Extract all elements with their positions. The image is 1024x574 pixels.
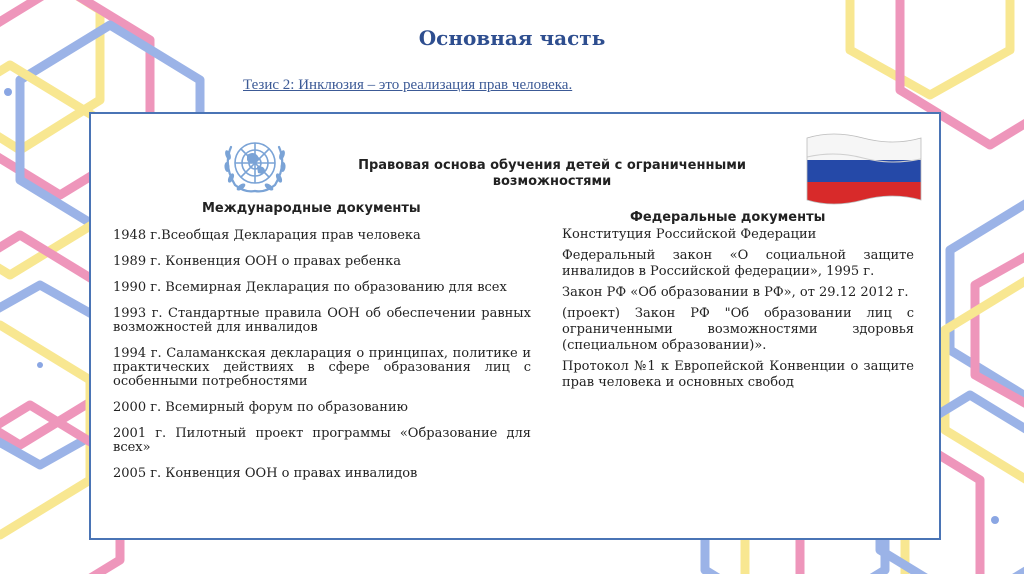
list-item: Федеральный закон «О социальной защите инвалидов в Российской федерации», 1995 г. bbox=[562, 248, 914, 279]
list-item: 2000 г. Всемирный форум по образованию bbox=[113, 400, 408, 415]
list-item: (проект) Закон РФ "Об образовании лиц с ограниченными возможностями здоровья (специальном образовании)». bbox=[562, 306, 914, 353]
list-item: 1989 г. Конвенция ООН о правах ребенка bbox=[113, 254, 401, 269]
list-item: 2001 г. Пилотный проект программы «Образование для всех» bbox=[113, 426, 531, 455]
federal-docs-title: Федеральные документы bbox=[630, 210, 826, 225]
thesis-text: Тезис 2: Инклюзия – это реализация прав человека. bbox=[243, 77, 573, 93]
international-docs-title: Международные документы bbox=[202, 201, 421, 216]
un-emblem-icon bbox=[217, 133, 293, 197]
list-item: Закон РФ «Об образовании в РФ», от 29.12 2012 г. bbox=[562, 285, 909, 300]
section-heading: Правовая основа обучения детей с ограниченными возможностями bbox=[358, 158, 746, 189]
list-item: Протокол №1 к Европейской Конвенции о защите прав человека и основных свобод bbox=[562, 359, 914, 390]
list-item: 1993 г. Стандартные правила ООН об обеспечении равных возможностей для инвалидов bbox=[113, 306, 531, 335]
international-docs-list bbox=[113, 229, 531, 493]
list-item: 1994 г. Саламанкская декларация о принципах, политике и практических действиях в сфере образования лиц с особенными потребностями bbox=[113, 346, 531, 389]
hexagon-decoration bbox=[0, 0, 100, 150]
list-item: 1948 г.Всеобщая Декларация прав человека bbox=[113, 228, 421, 243]
russian-flag-icon bbox=[803, 128, 925, 210]
list-item: 2005 г. Конвенция ООН о правах инвалидов bbox=[113, 466, 418, 481]
slide-title: Основная часть bbox=[418, 26, 606, 50]
federal-docs-list bbox=[562, 227, 914, 396]
list-item: 1990 г. Всемирная Декларация по образованию для всех bbox=[113, 280, 507, 295]
list-item: Конституция Российской Федерации bbox=[562, 227, 817, 242]
